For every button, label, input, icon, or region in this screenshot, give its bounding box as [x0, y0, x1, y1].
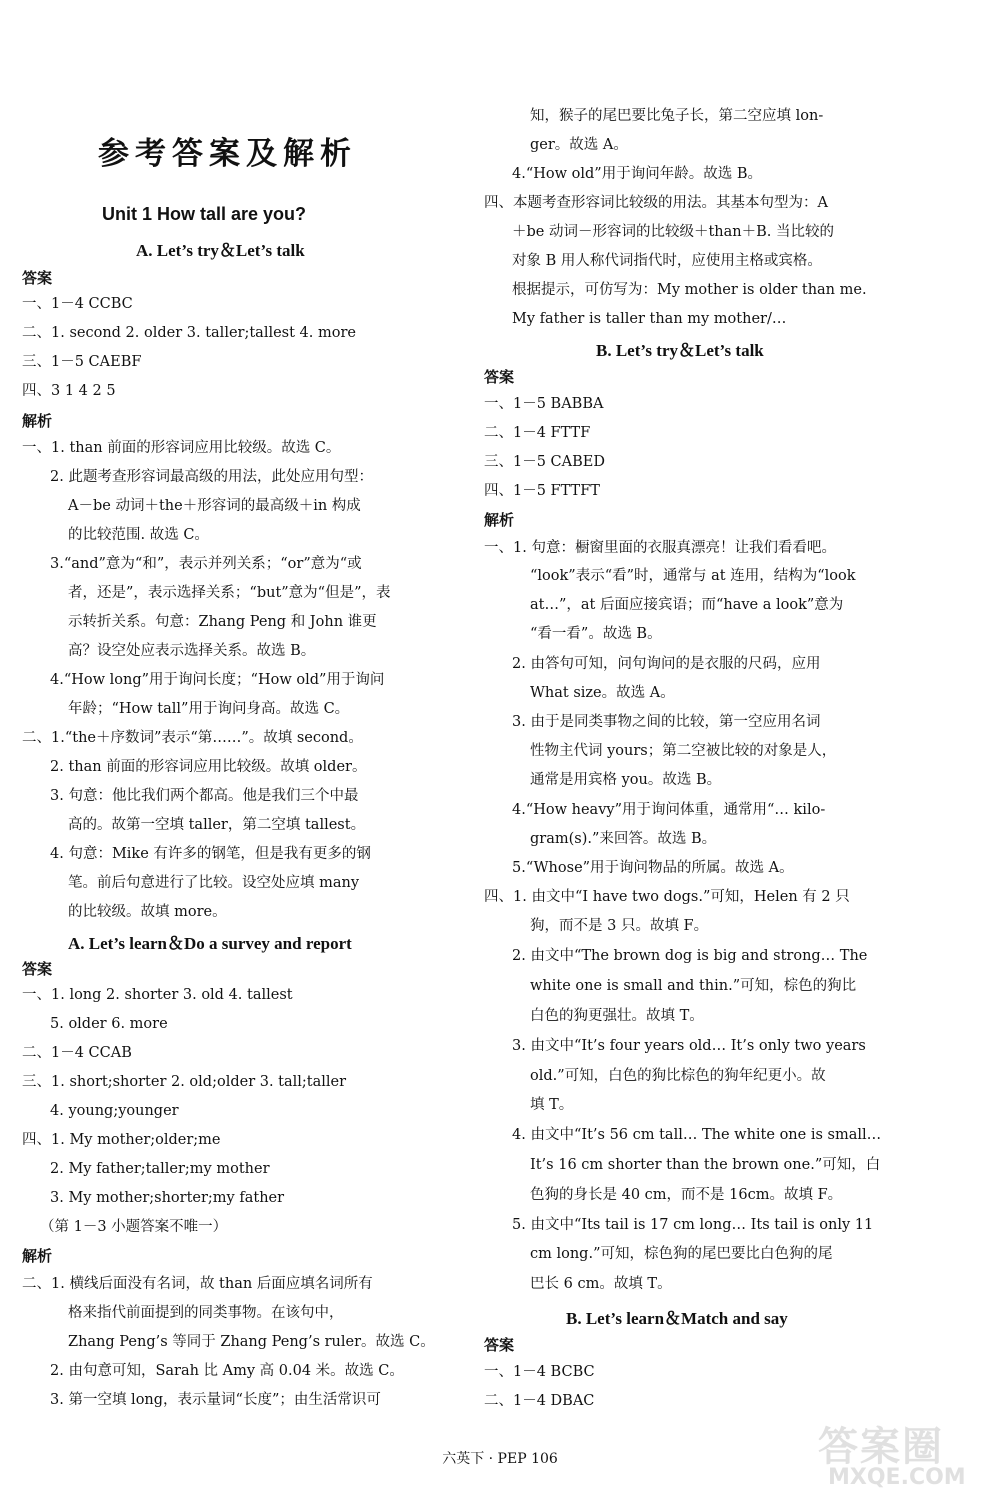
- explanation-line: 填 T。: [530, 1097, 574, 1113]
- answer-line: 3. My mother;shorter;my father: [50, 1190, 285, 1206]
- watermark-url: MXQE.COM: [828, 1465, 966, 1490]
- watermark-text: 答案圈: [818, 1424, 944, 1470]
- explanation-line: ger。故选 A。: [530, 137, 628, 153]
- explanation-line: 知，猴子的尾巴要比兔子长，第二空应填 lon-: [530, 108, 824, 124]
- page-footer: 六英下 · PEP 106: [442, 1451, 558, 1467]
- answer-line: 二、1－4 FTTF: [484, 425, 591, 441]
- answer-line: 4. young;younger: [50, 1103, 179, 1119]
- explanation-line: 根据提示，可仿写为：My mother is older than me.: [512, 282, 867, 298]
- explanation-line: 3.“and”意为“和”，表示并列关系；“or”意为“或: [50, 556, 362, 572]
- explanation-line: 白色的狗更强壮。故填 T。: [530, 1008, 704, 1024]
- explanation-line: 一、1. 句意：橱窗里面的衣服真漂亮！让我们看看吧。: [484, 540, 836, 556]
- explanation-line: 狗，而不是 3 只。故填 F。: [530, 918, 709, 934]
- explanation-line: 3. 第一空填 long，表示量词“长度”；由生活常识可: [50, 1392, 381, 1408]
- section-heading: B. Let’s learn＆Match and say: [566, 1309, 788, 1328]
- explanation-line: 四、本题考查形容词比较级的用法。其基本句型为：A: [484, 195, 828, 211]
- explanation-line: 的比较范围. 故选 C。: [68, 527, 209, 543]
- explanation-line: 通常是用宾格 you。故选 B。: [530, 772, 722, 788]
- section-heading: B. Let’s try＆Let’s talk: [596, 341, 764, 360]
- explanation-line: 色狗的身长是 40 cm，而不是 16cm。故填 F。: [530, 1187, 843, 1203]
- answer-line: 二、1. second 2. older 3. taller;tallest 4. more: [22, 325, 356, 341]
- explanation-line: 四、1. 由文中“I have two dogs.”可知，Helen 有 2 只: [484, 889, 850, 905]
- explanation-line: 的比较级。故填 more。: [68, 904, 227, 920]
- explanation-line: gram(s).”来回答。故选 B。: [530, 831, 717, 847]
- explanation-line: 高的。故第一空填 taller，第二空填 tallest。: [68, 817, 366, 833]
- explanation-line: My father is taller than my mother/…: [512, 311, 787, 327]
- explanation-line: 4.“How old”用于询问年龄。故选 B。: [512, 166, 762, 182]
- answer-line: 二、1－4 CCAB: [22, 1045, 132, 1061]
- explanation-line: 性物主代词 yours；第二空被比较的对象是人，: [530, 743, 837, 759]
- explanation-line: 2. 由文中“The brown dog is big and strong… The: [512, 948, 868, 964]
- answer-line: 三、1－5 CAEBF: [22, 354, 142, 370]
- answer-label: 答案: [484, 1336, 515, 1354]
- explanation-line: old.”可知，白色的狗比棕色的狗年纪更小。故: [530, 1068, 826, 1084]
- answer-line: 5. older 6. more: [50, 1016, 168, 1032]
- explanation-line: cm long.”可知，棕色狗的尾巴要比白色狗的尾: [530, 1246, 833, 1262]
- explanation-line: 3. 由文中“It’s four years old… It’s only two years: [512, 1038, 866, 1054]
- answer-line: 四、1. My mother;older;me: [22, 1132, 221, 1148]
- explanation-line: 二、1.“the＋序数词”表示“第……”。故填 second。: [22, 730, 363, 746]
- explanation-line: 格来指代前面提到的同类事物。在该句中，: [68, 1305, 344, 1321]
- explanation-line: 4. 句意：Mike 有许多的钢笔，但是我有更多的钢: [50, 846, 371, 862]
- answer-line: 二、1－4 DBAC: [484, 1393, 595, 1409]
- explanation-label: 解析: [22, 1247, 53, 1265]
- explanation-line: 5.“Whose”用于询问物品的所属。故选 A。: [512, 860, 794, 876]
- answer-line: 2. My father;taller;my mother: [50, 1161, 270, 1177]
- answer-label: 答案: [22, 960, 53, 978]
- explanation-line: 3. 句意：他比我们两个都高。他是我们三个中最: [50, 788, 359, 804]
- explanation-line: white one is small and thin.”可知，棕色的狗比: [530, 978, 857, 994]
- explanation-label: 解析: [22, 412, 53, 430]
- answer-line: 一、1－5 BABBA: [484, 396, 604, 412]
- explanation-line: What size。故选 A。: [530, 685, 675, 701]
- explanation-line: at…”，at 后面应接宾语；而“have a look”意为: [530, 597, 844, 613]
- answer-label: 答案: [484, 368, 515, 386]
- explanation-line: 2. 由句意可知，Sarah 比 Amy 高 0.04 米。故选 C。: [50, 1363, 404, 1379]
- section-heading: A. Let’s learn＆Do a survey and report: [68, 934, 352, 953]
- explanation-line: 巴长 6 cm。故填 T。: [530, 1276, 672, 1292]
- explanation-line: 年龄；“How tall”用于询问身高。故选 C。: [68, 701, 350, 717]
- unit-title: Unit 1 How tall are you?: [102, 204, 307, 224]
- explanation-line: 4. 由文中“It’s 56 cm tall… The white one is small…: [512, 1127, 882, 1143]
- explanation-line: 高？设空处应表示选择关系。故选 B。: [68, 643, 316, 659]
- explanation-line: 一、1. than 前面的形容词应用比较级。故选 C。: [22, 440, 341, 456]
- answer-line: 一、1－4 CCBC: [22, 296, 133, 312]
- section-heading: A. Let’s try＆Let’s talk: [136, 241, 305, 260]
- explanation-line: 2. 此题考查形容词最高级的用法，此处应用句型：: [50, 469, 373, 485]
- explanation-line: “看一看”。故选 B。: [530, 626, 662, 642]
- explanation-line: 对象 B 用人称代词指代时，应使用主格或宾格。: [512, 253, 822, 269]
- explanation-line: A－be 动词＋the＋形容词的最高级＋in 构成: [68, 498, 361, 514]
- answer-note: （第 1－3 小题答案不唯一）: [40, 1219, 228, 1235]
- answer-line: 一、1－4 BCBC: [484, 1364, 595, 1380]
- explanation-line: 2. 由答句可知，问句询问的是衣服的尺码，应用: [512, 656, 821, 672]
- answer-line: 一、1. long 2. shorter 3. old 4. tallest: [22, 987, 293, 1003]
- explanation-line: 4.“How long”用于询问长度；“How old”用于询问: [50, 672, 385, 688]
- explanation-line: 3. 由于是同类事物之间的比较，第一空应用名词: [512, 714, 821, 730]
- explanation-line: It’s 16 cm shorter than the brown one.”可知，白: [530, 1157, 881, 1173]
- explanation-line: “look”表示“看”时，通常与 at 连用，结构为“look: [530, 568, 856, 584]
- explanation-line: Zhang Peng’s 等同于 Zhang Peng’s ruler。故选 C。: [68, 1334, 435, 1350]
- explanation-line: 笔。前后句意进行了比较。设空处应填 many: [68, 875, 360, 891]
- answer-label: 答案: [22, 269, 53, 287]
- explanation-line: 4.“How heavy”用于询问体重，通常用“… kilo-: [512, 802, 826, 818]
- explanation-line: 2. than 前面的形容词应用比较级。故填 older。: [50, 759, 367, 775]
- answer-line: 四、1－5 FTTFT: [484, 483, 600, 499]
- page-title: 参考答案及解析: [98, 136, 357, 172]
- explanation-line: 者，还是”，表示选择关系；“but”意为“但是”，表: [68, 585, 391, 601]
- answer-line: 四、3 1 4 2 5: [22, 383, 116, 399]
- answer-line: 三、1. short;shorter 2. old;older 3. tall;taller: [22, 1074, 347, 1090]
- answer-line: 三、1－5 CABED: [484, 454, 605, 470]
- explanation-line: ＋be 动词－形容词的比较级＋than＋B. 当比较的: [512, 224, 834, 240]
- explanation-line: 二、1. 横线后面没有名词，故 than 后面应填名词所有: [22, 1276, 373, 1292]
- watermark-logo: [818, 1415, 994, 1499]
- explanation-label: 解析: [484, 511, 515, 529]
- explanation-line: 示转折关系。句意：Zhang Peng 和 John 谁更: [68, 614, 377, 630]
- explanation-line: 5. 由文中“Its tail is 17 cm long… Its tail is only 11: [512, 1217, 874, 1233]
